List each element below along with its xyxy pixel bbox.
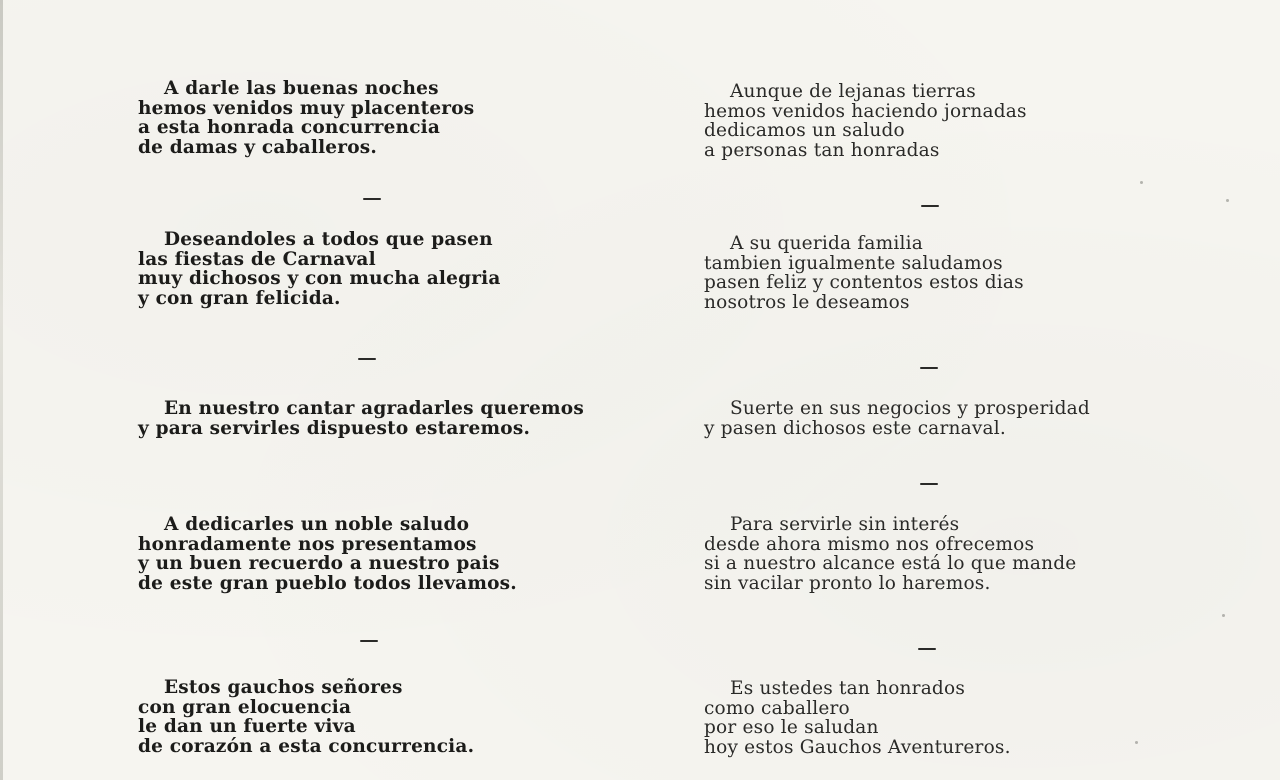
right-stanza-1 — [704, 82, 1027, 160]
page-edge-shadow — [0, 0, 3, 780]
verse-line: por eso le saludan — [704, 717, 879, 738]
left-stanza-2 — [138, 230, 501, 308]
paper-speck — [1222, 614, 1225, 617]
verse-line: sin vacilar pronto lo haremos. — [704, 572, 991, 594]
verse-line: si a nuestro alcance está lo que mande — [704, 553, 1077, 574]
verse-line: y para servirles dispuesto estaremos. — [138, 417, 531, 439]
right-stanza-3 — [704, 399, 1090, 438]
verse-line: le dan un fuerte viva — [138, 716, 356, 737]
stanza-divider — [360, 640, 378, 642]
stanza-divider — [918, 648, 936, 650]
verse-line: a personas tan honradas — [704, 139, 940, 161]
verse-line: En nuestro cantar agradarles queremos — [164, 398, 584, 419]
verse-line: Es ustedes tan honrados — [730, 678, 966, 699]
stanza-divider — [363, 198, 381, 200]
stanza-divider — [920, 483, 938, 485]
verse-line: como caballero — [704, 697, 850, 719]
verse-line: Para servirle sin interés — [730, 514, 960, 535]
verse-line: Estos gauchos señores — [164, 677, 403, 698]
verse-line: Aunque de lejanas tierras — [730, 81, 976, 102]
verse-line: A su querida familia — [730, 233, 923, 254]
verse-line: honradamente nos presentamos — [138, 533, 477, 555]
verse-line: y un buen recuerdo a nuestro pais — [138, 553, 500, 574]
verse-line: hemos venidos muy placenteros — [138, 97, 475, 119]
right-stanza-2 — [704, 234, 1024, 312]
left-stanza-4 — [138, 515, 517, 593]
verse-line: hoy estos Gauchos Aventureros. — [704, 736, 1011, 758]
verse-line: a esta honrada concurrencia — [138, 117, 441, 138]
verse-line: tambien igualmente saludamos — [704, 252, 1003, 274]
left-stanza-3 — [138, 399, 584, 438]
right-stanza-5 — [704, 679, 1011, 757]
verse-line: de este gran pueblo todos llevamos. — [138, 572, 517, 594]
verse-line: A dedicarles un noble saludo — [164, 514, 470, 535]
verse-line: dedicamos un saludo — [704, 120, 905, 141]
verse-line: pasen feliz y contentos estos dias — [704, 272, 1024, 293]
verse-line: y con gran felicida. — [138, 287, 341, 309]
paper-speck — [1226, 199, 1229, 202]
paper-speck — [1140, 181, 1143, 184]
stanza-divider — [358, 358, 376, 360]
verse-line: las fiestas de Carnaval — [138, 248, 376, 270]
left-stanza-1 — [138, 79, 474, 157]
stanza-divider — [921, 205, 939, 207]
verse-line: muy dichosos y con mucha alegria — [138, 268, 501, 289]
verse-line: nosotros le deseamos — [704, 291, 910, 313]
verse-line: desde ahora mismo nos ofrecemos — [704, 533, 1035, 555]
left-stanza-5 — [138, 678, 474, 756]
verse-line: con gran elocuencia — [138, 696, 352, 718]
verse-line: de corazón a esta concurrencia. — [138, 735, 475, 757]
verse-line: A darle las buenas noches — [164, 78, 439, 99]
paper-speck — [1135, 741, 1138, 744]
verse-line: Suerte en sus negocios y prosperidad — [730, 398, 1090, 419]
right-stanza-4 — [704, 515, 1076, 593]
stanza-divider — [920, 367, 938, 369]
verse-line: de damas y caballeros. — [138, 136, 378, 158]
verse-line: hemos venidos haciendo jornadas — [704, 100, 1027, 122]
verse-line: y pasen dichosos este carnaval. — [704, 417, 1006, 439]
verse-line: Deseandoles a todos que pasen — [164, 229, 493, 250]
